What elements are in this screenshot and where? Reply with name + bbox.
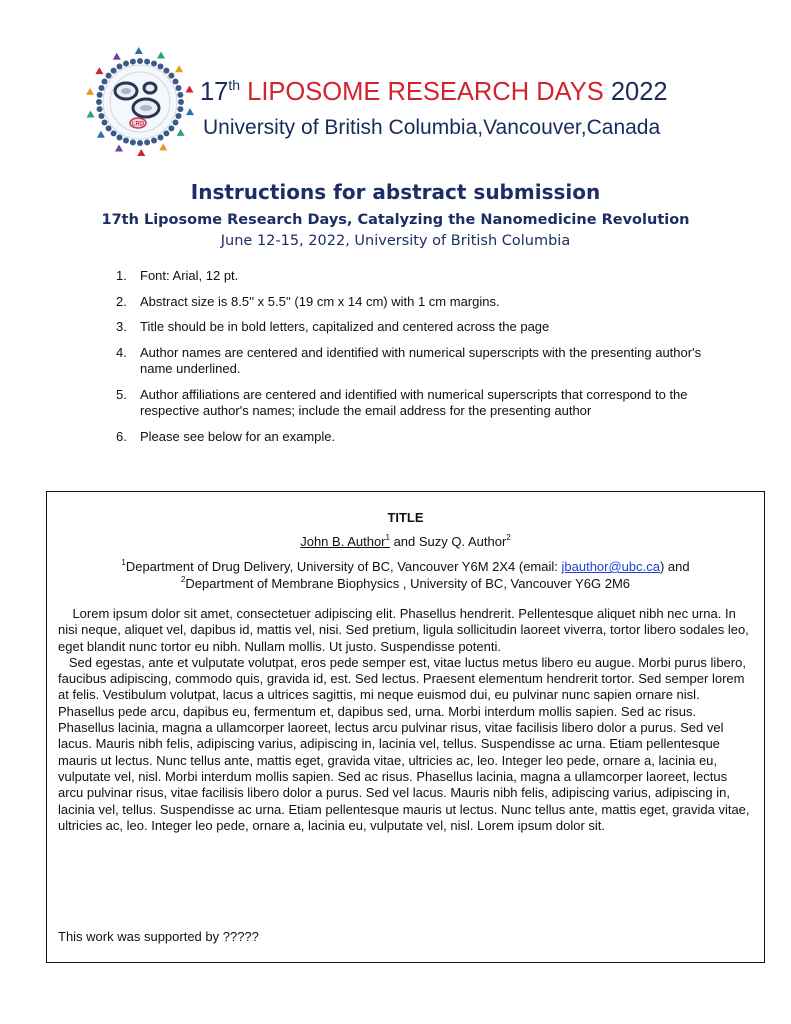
instruction-number: 3. (116, 319, 127, 334)
instructions-date: June 12-15, 2022, University of British Columbia (220, 233, 571, 249)
aff2-text: Department of Membrane Biophysics , University of BC, Vancouver Y6G 2M6 (185, 576, 631, 591)
instruction-number: 5. (116, 386, 127, 402)
instruction-item (116, 319, 706, 336)
instruction-text: Author affiliations are centered and identified with numerical superscripts that correspond to the respective author's names; include the email address for the presenting author (140, 386, 688, 418)
title-number: 17 (200, 78, 229, 106)
instruction-text: Font: Arial, 12 pt. (140, 268, 239, 283)
title-year: 2022 (610, 78, 668, 106)
instructions-title: Instructions for abstract submission (190, 180, 601, 204)
abstract-paragraph-1: Lorem ipsum dolor sit amet, consectetuer adipiscing elit. Phasellus hendrerit. Pellentesque aliquet nibh nec urna. In nisi neque, aliquet vel, dapibus id, mattis vel, nisi. Sed pretium, ligula sollicitudin laoreet viverra, tortor libero sodales leo, eget blandit nunc tortor eu nibh. Nullam mollis. Ut justo. Suspendisse potenti. (58, 606, 749, 654)
abstract-body (58, 606, 753, 834)
title-superscript: th (228, 77, 241, 93)
instruction-text: Author names are centered and identified with numerical superscripts with the presenting author's name underlined. (140, 344, 702, 376)
aff1-superscript: 1 (121, 558, 126, 567)
author1-superscript: 1 (385, 533, 390, 542)
presenting-author (300, 534, 390, 549)
conference-subtitle: University of British Columbia,Vancouver,Canada (203, 116, 661, 139)
author1-name: John B. Author (300, 534, 386, 549)
example-title: TITLE (387, 510, 424, 525)
instruction-number: 1. (116, 268, 127, 283)
author-join: and Suzy Q. Author (389, 534, 507, 549)
liposome-logo-icon (84, 46, 196, 158)
instruction-item (116, 387, 706, 420)
instruction-item (116, 345, 706, 378)
instruction-item (116, 294, 706, 311)
instruction-number: 4. (116, 344, 127, 360)
instruction-item (116, 429, 706, 446)
example-authors (47, 533, 764, 549)
title-name: LIPOSOME RESEARCH DAYS (247, 78, 604, 106)
affiliation-2 (47, 575, 764, 591)
author2-superscript: 2 (506, 533, 511, 542)
affiliation-1 (47, 558, 764, 574)
instructions-list (116, 268, 706, 454)
email-link[interactable]: jbauthor@ubc.ca (561, 559, 660, 574)
instructions-subtitle: 17th Liposome Research Days, Catalyzing the Nanomedicine Revolution (101, 212, 690, 228)
aff1-end: ) and (659, 559, 690, 574)
aff2-superscript: 2 (180, 575, 186, 584)
conference-title (200, 70, 668, 107)
example-abstract-box (46, 491, 765, 963)
instruction-number: 6. (116, 428, 127, 444)
instruction-text: Title should be in bold letters, capitalized and centered across the page (140, 319, 550, 334)
instruction-text: Please see below for an example. (140, 428, 336, 444)
aff1-text: Department of Drug Delivery, University of BC, Vancouver Y6M 2X4 (email: (125, 559, 562, 574)
instruction-number: 2. (116, 293, 127, 309)
acknowledgement: This work was supported by ????? (58, 929, 259, 944)
logo-text: LRD (131, 121, 145, 128)
instruction-text: Abstract size is 8.5'' x 5.5'' (19 cm x 14 cm) with 1 cm margins. (140, 293, 500, 309)
instruction-item (116, 268, 706, 285)
abstract-paragraph-2: Sed egestas, ante et vulputate volutpat, eros pede semper est, vitae luctus metus libero eu augue. Morbi purus libero, faucibus adipiscing, commodo quis, gravida id, est. Sed lectus. Praesent elementum hendrerit tortor. Sed semper lorem at felis. Vestibulum volutpat, lacus a ultrices sagittis, mi neque euismod dui, eu pulvinar nunc sapien ornare nisl. Phasellus pede arcu, dapibus eu, fermentum et, dapibus sed, urna. Morbi interdum mollis sapien. Sed ac risus. Phasellus lacinia, magna a ullamcorper laoreet, lectus arcu pulvinar risus, vitae facilisis libero dolor a purus. Sed vel lacus. Mauris nibh felis, adipiscing varius, adipiscing in, lacinia vel, tellus. Suspendisse ac urna. Etiam pellentesque mauris ut lectus. Nunc tellus ante, mattis eget, gravida vitae, ultricies ac, leo. Integer leo pede, ornare a, lacinia eu, vulputate vel, nisl. Morbi interdum mollis sapien. Sed ac risus. Phasellus lacinia, magna a ullamcorper laoreet, lectus arcu pulvinar risus, vitae facilisis libero dolor a purus. Sed vel lacus. Mauris nibh felis, adipiscing varius, adipiscing in, lacinia vel, tellus. Suspendisse ac urna. Etiam pellentesque mauris ut lectus. Nunc tellus ante, mattis eget, gravida vitae, ultricies ac, leo. Integer leo pede, ornare a, lacinia eu, vulputate vel, nisl. Lorem ipsum dolor sit. (58, 654, 750, 833)
